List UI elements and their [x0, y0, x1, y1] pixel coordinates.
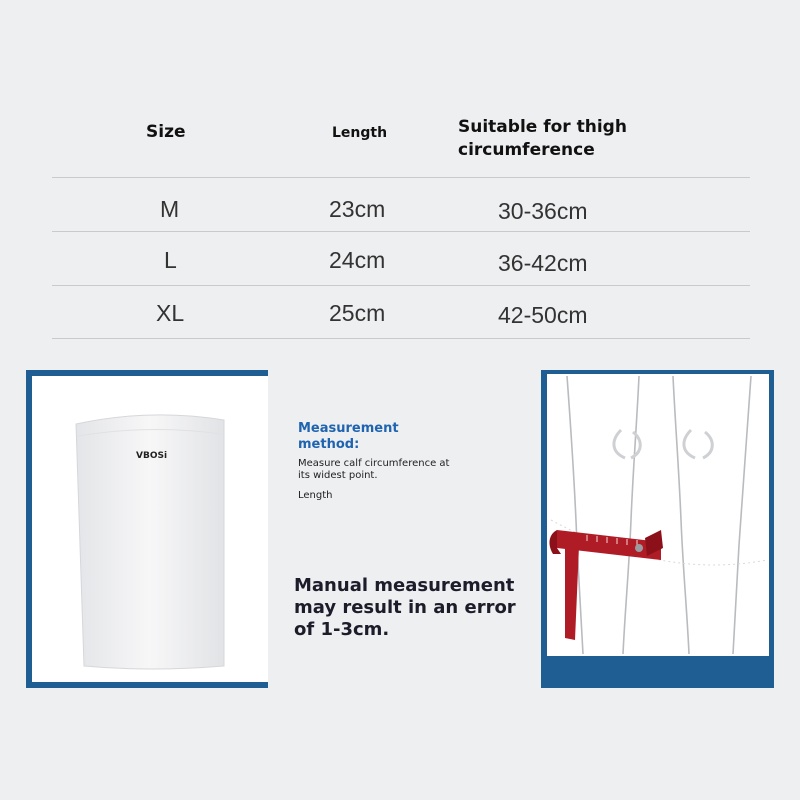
measurement-title-line1: Measurement [298, 421, 399, 436]
row-xl-thigh: 42-50cm [498, 302, 588, 328]
row-m-thigh: 30-36cm [498, 198, 588, 224]
size-table [52, 0, 750, 340]
error-note-line2: may result in an error [294, 597, 516, 618]
measurement-text-line1: Measure calf circumference at [298, 458, 450, 469]
row-m-length: 23cm [329, 196, 386, 222]
knee-sleeve-image [32, 376, 268, 682]
header-size: Size [146, 122, 186, 142]
measurement-instruction [298, 458, 478, 482]
leg-measurement-illustration [541, 370, 774, 688]
row-l-size: L [164, 247, 177, 273]
error-note-line3: of 1-3cm. [294, 619, 390, 640]
measurement-illustration-panel [541, 370, 774, 688]
product-panel [26, 370, 268, 688]
header-thigh-line2: circumference [458, 140, 595, 160]
measurement-text-line2: its widest point. [298, 470, 378, 481]
row-l-thigh: 36-42cm [498, 250, 588, 276]
row-xl-length: 25cm [329, 300, 386, 326]
table-divider [52, 231, 750, 232]
measurement-title-line2: method: [298, 437, 360, 452]
header-length: Length [332, 125, 388, 141]
table-divider [52, 285, 750, 286]
row-l-length: 24cm [329, 247, 386, 273]
brand-logo: VBOSi [136, 451, 168, 461]
length-label: Length [298, 490, 333, 501]
row-xl-size: XL [156, 300, 185, 326]
header-thigh-line1: Suitable for thigh [458, 117, 627, 137]
table-divider [52, 338, 750, 339]
product-photo-area [32, 376, 268, 682]
measurement-title [298, 421, 399, 453]
error-note-line1: Manual measurement [294, 575, 515, 596]
error-note [294, 575, 534, 641]
table-divider [52, 177, 750, 178]
row-m-size: M [160, 196, 180, 222]
